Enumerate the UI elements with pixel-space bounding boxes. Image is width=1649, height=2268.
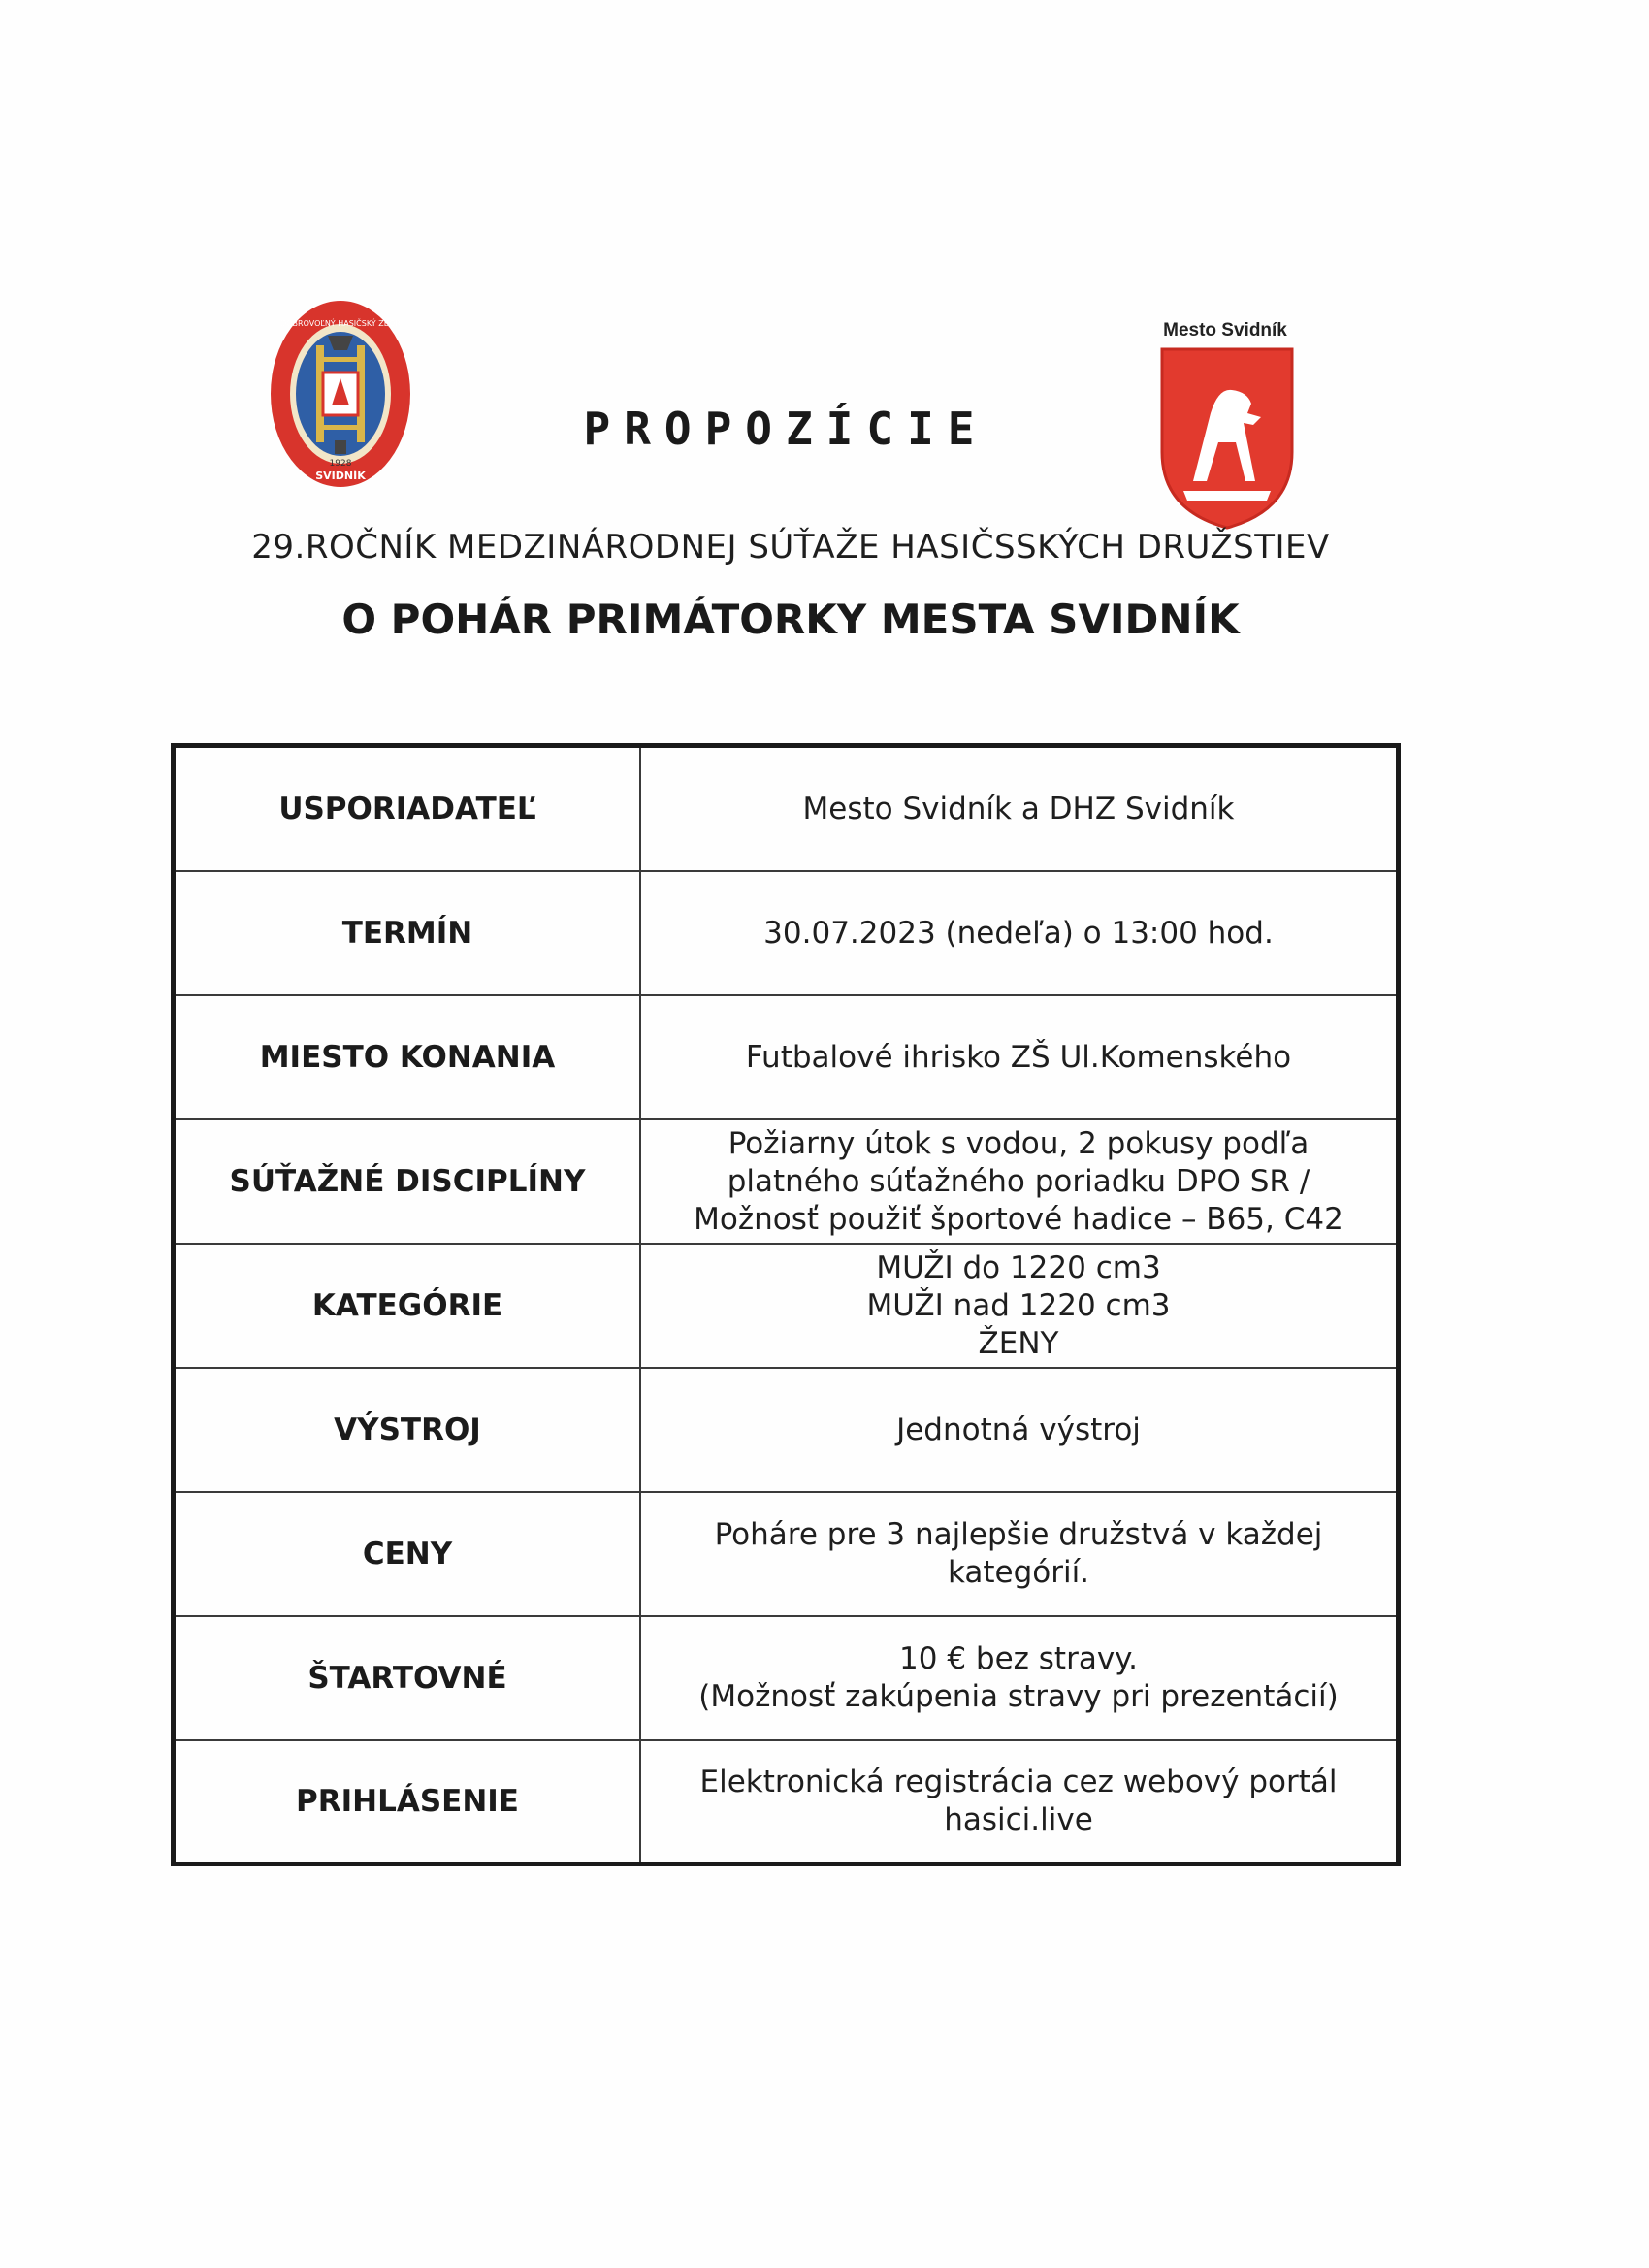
row-value-line: 30.07.2023 (nedeľa) o 13:00 hod. xyxy=(763,915,1274,951)
row-value xyxy=(641,1120,1396,1243)
row-label: MIESTO KONANIA xyxy=(176,996,641,1118)
row-value-line: Jednotná výstroj xyxy=(896,1411,1141,1447)
table-row xyxy=(176,996,1396,1120)
emblem-year: 1928 xyxy=(329,459,352,469)
table-row xyxy=(176,1245,1396,1369)
row-value-line: hasici.live xyxy=(944,1802,1093,1837)
row-value xyxy=(641,1245,1396,1367)
row-value-line: Poháre pre 3 najlepšie družstvá v každej xyxy=(714,1517,1323,1552)
table-row xyxy=(176,1120,1396,1245)
row-value-line: Požiarny útok s vodou, 2 pokusy podľa xyxy=(728,1125,1310,1161)
row-value xyxy=(641,1369,1396,1491)
row-value-line: 10 € bez stravy. xyxy=(899,1641,1138,1676)
fire-brigade-emblem-icon xyxy=(268,297,413,491)
row-label: TERMÍN xyxy=(176,872,641,994)
row-value xyxy=(641,1617,1396,1739)
row-value xyxy=(641,1493,1396,1615)
row-value-line: (Možnosť zakúpenia stravy pri prezentácií) xyxy=(698,1679,1339,1714)
table-row xyxy=(176,1617,1396,1741)
svidnik-coat-of-arms-icon xyxy=(1154,345,1300,530)
row-value-line: Mesto Svidník a DHZ Svidník xyxy=(802,791,1235,826)
row-value-line: kategórií. xyxy=(947,1555,1090,1590)
table-row xyxy=(176,748,1396,872)
competition-headline: O POHÁR PRIMÁTORKY MESTA SVIDNÍK xyxy=(341,596,1240,643)
competition-subtitle: 29.ROČNÍK MEDZINÁRODNEJ SÚŤAŽE HASIČSSKÝCH DRUŽSTIEV xyxy=(251,528,1330,567)
table-row xyxy=(176,1741,1396,1862)
row-value-line: Elektronická registrácia cez webový portál xyxy=(699,1765,1338,1799)
row-value-line: ŽENY xyxy=(978,1325,1059,1361)
row-value xyxy=(641,748,1396,870)
row-label: CENY xyxy=(176,1493,641,1615)
row-label: VÝSTROJ xyxy=(176,1369,641,1491)
row-value-line: Možnosť použiť športové hadice – B65, C42 xyxy=(694,1201,1343,1237)
city-logo-caption: Mesto Svidník xyxy=(1163,320,1287,340)
row-value xyxy=(641,872,1396,994)
row-label: USPORIADATEĽ xyxy=(176,748,641,870)
row-value-line: platného súťažného poriadku DPO SR / xyxy=(727,1163,1310,1199)
row-value-line: MUŽI do 1220 cm3 xyxy=(876,1249,1161,1285)
row-label: PRIHLÁSENIE xyxy=(176,1741,641,1862)
document-title: PROPOZÍCIE xyxy=(583,403,988,455)
row-value xyxy=(641,1741,1396,1862)
row-value-line: MUŽI nad 1220 cm3 xyxy=(866,1287,1171,1323)
table-row xyxy=(176,1493,1396,1617)
row-label: KATEGÓRIE xyxy=(176,1245,641,1367)
row-value xyxy=(641,996,1396,1118)
table-row xyxy=(176,872,1396,996)
table-row xyxy=(176,1369,1396,1493)
emblem-ring-top-text: DOBROVOĽNÝ HASIČSKÝ ZBOR xyxy=(280,319,401,328)
row-label: SÚŤAŽNÉ DISCIPLÍNY xyxy=(176,1120,641,1243)
info-table xyxy=(171,743,1401,1866)
row-value-line: Futbalové ihrisko ZŠ Ul.Komenského xyxy=(745,1039,1292,1075)
row-label: ŠTARTOVNÉ xyxy=(176,1617,641,1739)
emblem-ring-bottom-text: SVIDNÍK xyxy=(315,470,366,482)
